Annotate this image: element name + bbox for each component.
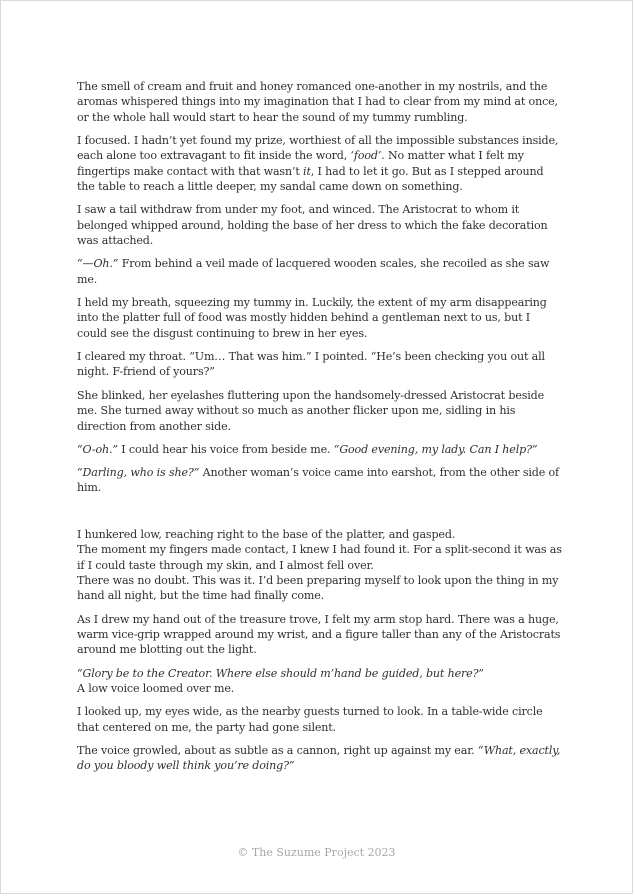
text-run: The voice growled, about as subtle as a cannon, right up against my ear. <box>77 743 478 757</box>
paragraph <box>77 612 563 658</box>
text-run: The smell of cream and fruit and honey romanced one-another in my nostrils, and the aromas whispered things into my imagination that I had to clear from my mind at once, or the whole hall would start to hear the sound of my tummy rumbling. <box>77 80 558 124</box>
paragraph <box>77 442 563 457</box>
italic-text: “Glory be to the Creator. Where else should m’hand be guided, but here?” <box>77 666 484 680</box>
italic-text: it <box>303 164 311 178</box>
text-run: I focused. I hadn’t yet found my prize, worthiest of all the impossible substances inside, each alone too extravagant to fit inside the word, <box>77 134 559 163</box>
paragraph <box>77 388 563 434</box>
paragraph <box>77 202 563 248</box>
paragraph <box>77 79 563 125</box>
paragraph <box>77 573 563 604</box>
paragraph <box>77 542 563 573</box>
text-run: From behind a veil made of lacquered wooden scales, she recoiled as she saw me. <box>77 257 550 286</box>
text-run: I saw a tail withdraw from under my foot, and winced. The Aristocrat to whom it belonged whipped around, holding the base of her dress to which the fake decoration was attached. <box>77 203 548 248</box>
body-text <box>77 79 563 781</box>
text-run: I hunkered low, reaching right to the base of the platter, and gasped. <box>77 527 456 541</box>
text-run: I held my breath, squeezing my tummy in. Luckily, the extent of my arm disappearing into the platter full of food was mostly hidden behind a gentleman next to us, but I could see the disgust continuing to brew in her eyes. <box>77 296 547 340</box>
paragraph <box>77 133 563 195</box>
paragraph <box>77 527 563 542</box>
text-run: There was no doubt. This was it. I’d been preparing myself to look upon the thing in my hand all night, but the time had finally come. <box>77 573 559 603</box>
text-run: . No matter what I felt my fingertips make contact with that wasn’t <box>77 149 524 178</box>
text-run: As I drew my hand out of the treasure trove, I felt my arm stop hard. There was a huge, warm vice-grip wrapped around my wrist, and a figure taller than any of the Aristocrats around me blotting out the light. <box>77 612 561 657</box>
text-run: The moment my fingers made contact, I knew I had found it. For a split-second it was as if I could taste through my skin, and I almost fell over. <box>77 543 562 572</box>
paragraph <box>77 256 563 287</box>
text-run: I could hear his voice from beside me. <box>117 442 334 456</box>
paragraph <box>77 349 563 380</box>
text-run: I looked up, my eyes wide, as the nearby guests turned to look. In a table-wide circle that centered on me, the party had gone silent. <box>77 705 543 734</box>
italic-text: “Good evening, my lady. Can I help?” <box>333 442 538 456</box>
paragraph <box>77 681 563 696</box>
italic-text: “O-oh.” <box>77 442 118 456</box>
text-run: I cleared my throat. “Um… That was him.” I pointed. “He’s been checking you out all night. F-friend of yours?” <box>77 350 545 379</box>
text-run: A low voice loomed over me. <box>77 681 235 695</box>
italic-text: ‘food’ <box>350 149 382 163</box>
paragraph <box>77 743 563 774</box>
italic-text: “What, exactly, do you bloody well think you’re doing?” <box>77 743 561 773</box>
paragraph <box>77 666 563 681</box>
copyright-footer: © The Suzume Project 2023 <box>237 846 396 859</box>
paragraph <box>77 704 563 735</box>
paragraph <box>77 465 563 496</box>
italic-text: “Darling, who is she?” <box>77 465 200 479</box>
text-run: Another woman’s voice came into earshot, from the other side of him. <box>77 465 560 495</box>
text-run: , I had to let it go. But as I stepped around the table to reach a little deeper, my sandal came down on something. <box>77 164 544 194</box>
italic-text: “—Oh.” <box>77 257 119 271</box>
paragraph <box>77 295 563 341</box>
text-run: She blinked, her eyelashes fluttering upon the handsomely-dressed Aristocrat beside me. She turned away without so much as another flicker upon me, sidling in his direction from another side. <box>77 388 545 433</box>
